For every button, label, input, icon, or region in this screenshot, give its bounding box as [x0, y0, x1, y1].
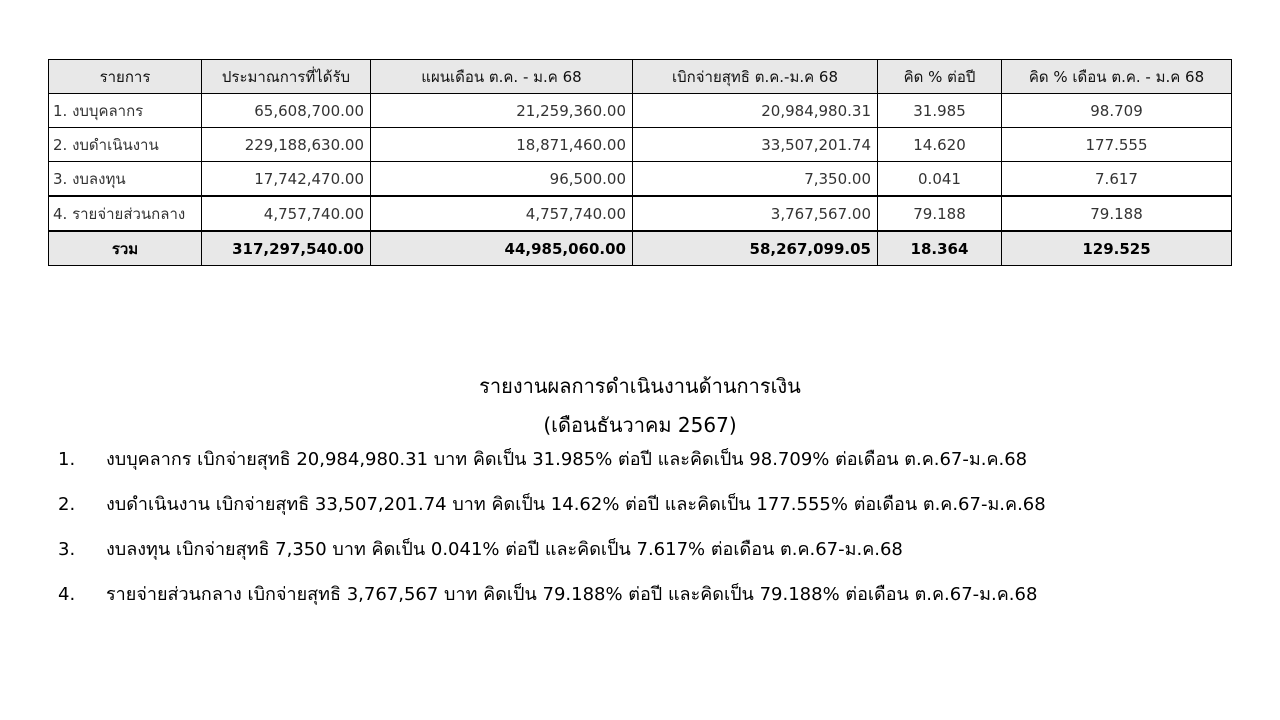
row-pct-month: 79.188: [1002, 196, 1232, 231]
header-disbursed: เบิกจ่ายสุทธิ ต.ค.-ม.ค 68: [633, 60, 878, 94]
row-pct-month: 98.709: [1002, 94, 1232, 128]
report-subtitle: (เดือนธันวาคม 2567): [543, 413, 737, 437]
list-item-text: งบลงทุน เบิกจ่ายสุทธิ 7,350 บาท คิดเป็น 0.041% ต่อปี และคิดเป็น 7.617% ต่อเดือน ต.ค.67-ม.ค.68: [106, 539, 903, 560]
header-estimate: ประมาณการที่ได้รับ: [202, 60, 371, 94]
row-plan: 4,757,740.00: [371, 196, 633, 231]
row-pct-year: 79.188: [878, 196, 1002, 231]
row-pct-month: 177.555: [1002, 128, 1232, 162]
table-row: [49, 128, 1232, 162]
row-pct-year: 31.985: [878, 94, 1002, 128]
row-disbursed: 33,507,201.74: [633, 128, 878, 162]
row-plan: 96,500.00: [371, 162, 633, 197]
header-pct-month: คิด % เดือน ต.ค. - ม.ค 68: [1002, 60, 1232, 94]
total-label: รวม: [49, 231, 202, 266]
budget-table: [48, 59, 1232, 266]
header-item: รายการ: [49, 60, 202, 94]
total-pct-year: 18.364: [878, 231, 1002, 266]
table-row: [49, 162, 1232, 197]
table-header-row: [49, 60, 1232, 94]
row-label: 2. งบดำเนินงาน: [49, 128, 202, 162]
list-item-text: งบดำเนินงาน เบิกจ่ายสุทธิ 33,507,201.74 บาท คิดเป็น 14.62% ต่อปี และคิดเป็น 177.555% ต่อเดือน ต.ค.67-ม.ค.68: [106, 494, 1046, 515]
row-pct-year: 0.041: [878, 162, 1002, 197]
row-pct-year: 14.620: [878, 128, 1002, 162]
list-item-text: รายจ่ายส่วนกลาง เบิกจ่ายสุทธิ 3,767,567 บาท คิดเป็น 79.188% ต่อปี และคิดเป็น 79.188% ต่อเดือน ต.ค.67-ม.ค.68: [106, 584, 1038, 605]
report-title: รายงานผลการดำเนินงานด้านการเงิน: [479, 374, 801, 398]
row-estimate: 229,188,630.00: [202, 128, 371, 162]
row-disbursed: 7,350.00: [633, 162, 878, 197]
row-plan: 18,871,460.00: [371, 128, 633, 162]
list-item-number: 4.: [58, 584, 76, 605]
row-label: 3. งบลงทุน: [49, 162, 202, 197]
list-item: [58, 446, 1258, 491]
row-label: 1. งบบุคลากร: [49, 94, 202, 128]
list-item: [58, 536, 1258, 581]
list-item: [58, 491, 1258, 536]
total-estimate: 317,297,540.00: [202, 231, 371, 266]
total-pct-month: 129.525: [1002, 231, 1232, 266]
table-row: [49, 196, 1232, 231]
table-total-row: [49, 231, 1232, 266]
list-item-number: 1.: [58, 449, 76, 470]
row-disbursed: 20,984,980.31: [633, 94, 878, 128]
list-item: [58, 581, 1258, 626]
row-estimate: 65,608,700.00: [202, 94, 371, 128]
total-disbursed: 58,267,099.05: [633, 231, 878, 266]
list-item-number: 2.: [58, 494, 76, 515]
table-row: [49, 94, 1232, 128]
report-list: [58, 446, 1258, 626]
row-estimate: 17,742,470.00: [202, 162, 371, 197]
list-item-number: 3.: [58, 539, 76, 560]
row-pct-month: 7.617: [1002, 162, 1232, 197]
row-plan: 21,259,360.00: [371, 94, 633, 128]
row-label: 4. รายจ่ายส่วนกลาง: [49, 196, 202, 231]
row-disbursed: 3,767,567.00: [633, 196, 878, 231]
list-item-text: งบบุคลากร เบิกจ่ายสุทธิ 20,984,980.31 บาท คิดเป็น 31.985% ต่อปี และคิดเป็น 98.709% ต่อเดือน ต.ค.67-ม.ค.68: [106, 449, 1028, 470]
total-plan: 44,985,060.00: [371, 231, 633, 266]
header-pct-year: คิด % ต่อปี: [878, 60, 1002, 94]
header-plan: แผนเดือน ต.ค. - ม.ค 68: [371, 60, 633, 94]
row-estimate: 4,757,740.00: [202, 196, 371, 231]
